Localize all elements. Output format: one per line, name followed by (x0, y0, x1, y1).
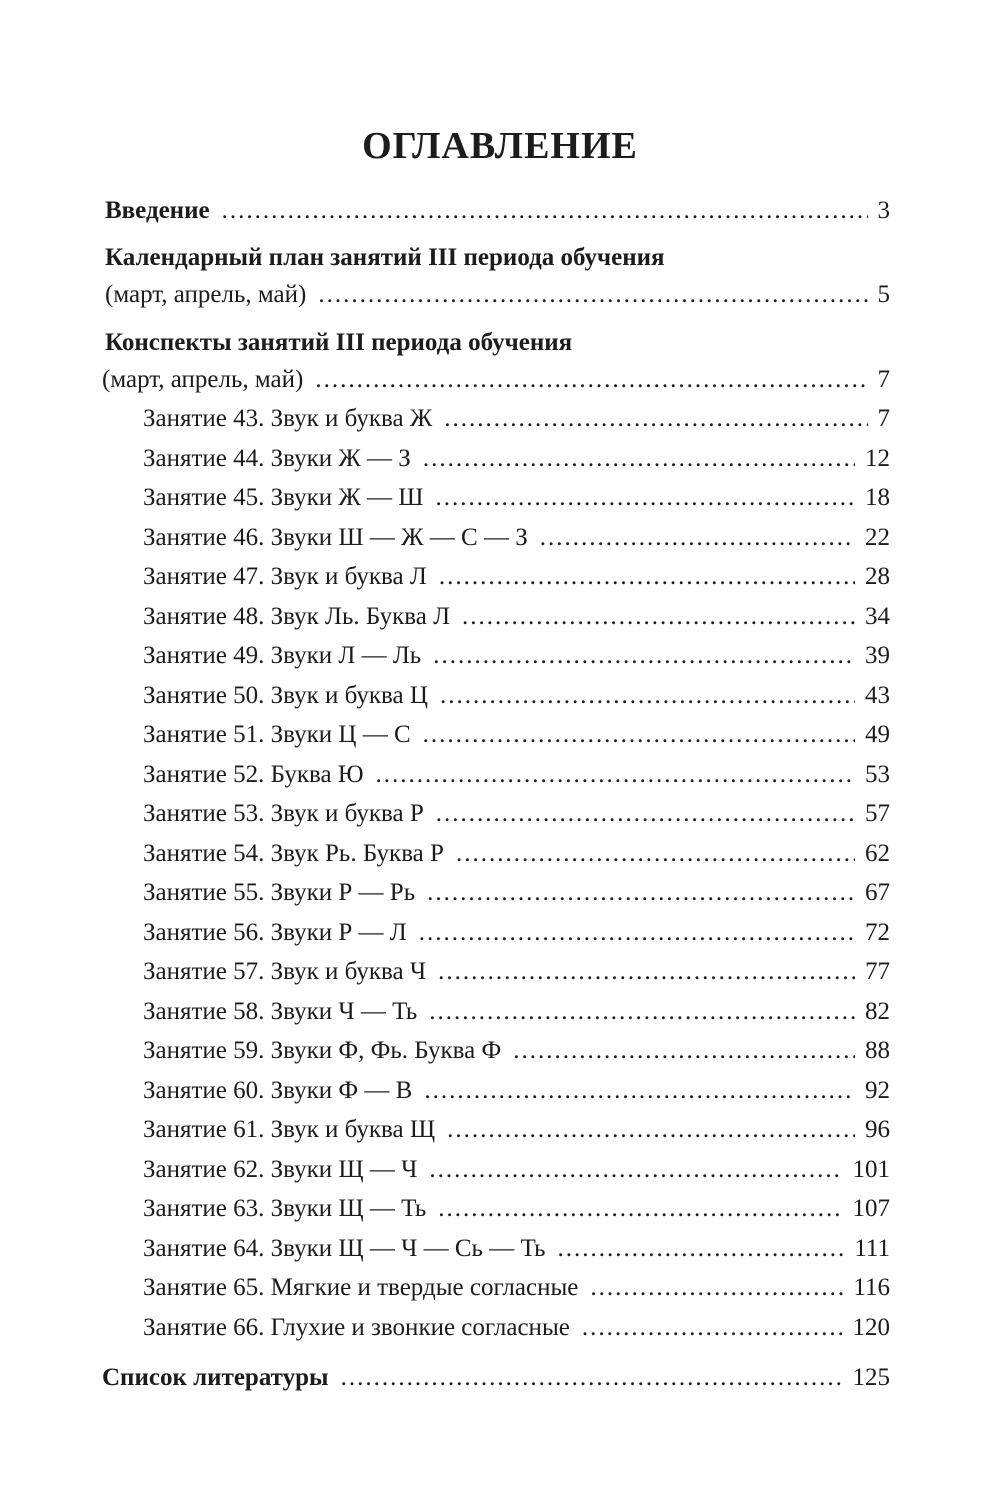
toc-entry-page: 116 (853, 1274, 890, 1301)
toc-entry-outlines[interactable] (102, 357, 890, 395)
toc-entry-page: 43 (865, 682, 890, 709)
toc-entry-lesson[interactable] (143, 633, 890, 671)
dot-leader (462, 602, 855, 632)
toc-entry-page: 107 (852, 1195, 890, 1222)
toc-entry-lesson[interactable] (143, 436, 890, 474)
toc-entry-label: Занятие 47. Звук и буква Л (143, 563, 427, 590)
toc-entry-page: 28 (865, 563, 890, 590)
toc-entry-bibliography[interactable] (102, 1355, 890, 1393)
dot-leader (582, 1313, 843, 1343)
toc-entry-page: 92 (865, 1077, 890, 1104)
toc-entry-page: 18 (865, 484, 890, 511)
dot-leader (419, 918, 855, 948)
toc-entry-page: 62 (865, 840, 890, 867)
toc-entry-page: 3 (877, 197, 890, 224)
toc-entry-label: Список литературы (102, 1364, 329, 1391)
toc-entry-lesson[interactable] (143, 870, 890, 908)
toc-entry-label: Занятие 61. Звук и буква Щ (143, 1116, 436, 1143)
toc-entry-label: Введение (105, 197, 210, 224)
toc-entry-lesson[interactable] (143, 910, 890, 948)
dot-leader (429, 1155, 842, 1185)
toc-entry-label: Занятие 57. Звук и буква Ч (143, 958, 427, 985)
toc-entry-page: 7 (877, 366, 890, 393)
toc-entry-label: Занятие 55. Звуки Р — Рь (143, 879, 416, 906)
toc-entry-calendar[interactable] (105, 272, 890, 310)
toc-entry-page: 49 (865, 721, 890, 748)
toc-entry-lesson[interactable] (143, 831, 890, 869)
toc-entry-lesson[interactable] (143, 752, 890, 790)
toc-entry-page: 39 (865, 642, 890, 669)
toc-entry-page: 67 (865, 879, 890, 906)
toc-entry-label: Занятие 66. Глухие и звонкие согласные (143, 1314, 570, 1341)
dot-leader (436, 799, 855, 829)
toc-entry-lesson[interactable] (143, 949, 890, 987)
toc-entry-page: 53 (865, 761, 890, 788)
toc-entry-label: Занятие 51. Звуки Ц — С (143, 721, 411, 748)
toc-entry-label: Занятие 52. Буква Ю (143, 761, 364, 788)
toc-entry-label: Занятие 62. Звуки Щ — Ч (143, 1156, 418, 1183)
toc-entry-label: (март, апрель, май) (105, 281, 307, 308)
toc-entry-introduction[interactable] (105, 188, 890, 226)
dot-leader (439, 562, 855, 592)
dot-leader (315, 365, 867, 395)
dot-leader (438, 957, 855, 987)
toc-entry-label: Занятие 44. Звуки Ж — З (143, 445, 411, 472)
toc-entry-label: Занятие 65. Мягкие и твердые согласные (143, 1274, 579, 1301)
toc-entry-page: 125 (852, 1364, 890, 1391)
dot-leader (433, 641, 855, 671)
toc-entry-page: 77 (865, 958, 890, 985)
toc-entry-page: 12 (865, 445, 890, 472)
toc-entry-lesson[interactable] (143, 673, 890, 711)
toc-entry-lesson[interactable] (143, 475, 890, 513)
dot-leader (513, 1036, 855, 1066)
toc-entry-page: 88 (865, 1037, 890, 1064)
toc-entry-lesson[interactable] (143, 712, 890, 750)
toc-entry-lesson[interactable] (143, 1226, 890, 1264)
toc-entry-page: 101 (852, 1156, 890, 1183)
toc-entry-label: Занятие 46. Звуки Ш — Ж — С — З (143, 524, 528, 551)
dot-leader (447, 1115, 855, 1145)
toc-entry-page: 5 (877, 281, 890, 308)
toc-entry-label: Занятие 45. Звуки Ж — Ш (143, 484, 424, 511)
toc-heading-calendar[interactable]: Календарный план занятий III периода обучения (105, 244, 665, 271)
toc-entry-label: Занятие 60. Звуки Ф — В (143, 1077, 413, 1104)
dot-leader (376, 760, 855, 790)
dot-leader (558, 1234, 845, 1264)
toc-entry-label: Занятие 48. Звук Ль. Буква Л (143, 603, 451, 630)
toc-entry-page: 57 (865, 800, 890, 827)
toc-entry-label: Занятие 49. Звуки Л — Ль (143, 642, 422, 669)
toc-entry-lesson[interactable] (143, 1265, 890, 1303)
toc-entry-page: 34 (865, 603, 890, 630)
dot-leader (424, 1076, 855, 1106)
dot-leader (318, 280, 867, 310)
dot-leader (540, 523, 855, 553)
toc-entry-page: 7 (877, 405, 890, 432)
toc-entry-label: Занятие 63. Звуки Щ — Ть (143, 1195, 427, 1222)
toc-entry-page: 120 (852, 1314, 890, 1341)
dot-leader (429, 997, 855, 1027)
toc-entry-label: Занятие 58. Звуки Ч — Ть (143, 998, 418, 1025)
dot-leader (436, 483, 855, 513)
toc-entry-label: Занятие 56. Звуки Р — Л (143, 919, 407, 946)
page-title: ОГЛАВЛЕНИЕ (362, 125, 638, 167)
toc-entry-page: 22 (865, 524, 890, 551)
dot-leader (456, 839, 855, 869)
toc-entry-lesson[interactable] (143, 1028, 890, 1066)
toc-entry-label: Занятие 54. Звук Рь. Буква Р (143, 840, 444, 867)
toc-entry-label: Занятие 43. Звук и буква Ж (143, 405, 433, 432)
toc-entry-lesson[interactable] (143, 594, 890, 632)
toc-entry-lesson[interactable] (143, 515, 890, 553)
toc-entry-lesson[interactable] (143, 1147, 890, 1185)
toc-entry-lesson[interactable] (143, 1305, 890, 1343)
toc-entry-lesson[interactable] (143, 1068, 890, 1106)
dot-leader (440, 681, 855, 711)
toc-entry-page: 82 (865, 998, 890, 1025)
toc-entry-lesson[interactable] (143, 791, 890, 829)
toc-entry-page: 111 (854, 1235, 890, 1262)
toc-entry-label: Занятие 59. Звуки Ф, Фь. Буква Ф (143, 1037, 502, 1064)
dot-leader (444, 404, 867, 434)
dot-leader (438, 1194, 842, 1224)
dot-leader (590, 1273, 843, 1303)
toc-entry-label: Занятие 50. Звук и буква Ц (143, 682, 428, 709)
toc-entry-lesson[interactable] (143, 1186, 890, 1224)
dot-leader (423, 720, 855, 750)
dot-leader (423, 444, 855, 474)
toc-entry-lesson[interactable] (143, 396, 890, 434)
dot-leader (427, 878, 855, 908)
toc-entry-page: 96 (865, 1116, 890, 1143)
toc-entry-lesson[interactable] (143, 989, 890, 1027)
toc-entry-lesson[interactable] (143, 1107, 890, 1145)
toc-entry-label: Занятие 64. Звуки Щ — Ч — Сь — Ть (143, 1235, 546, 1262)
dot-leader (341, 1363, 843, 1393)
toc-entry-label: (март, апрель, май) (102, 366, 304, 393)
toc-entry-lesson[interactable] (143, 554, 890, 592)
toc-entry-page: 72 (865, 919, 890, 946)
toc-entry-label: Занятие 53. Звук и буква Р (143, 800, 424, 827)
dot-leader (222, 196, 868, 226)
toc-heading-outlines[interactable]: Конспекты занятий III периода обучения (105, 329, 573, 356)
